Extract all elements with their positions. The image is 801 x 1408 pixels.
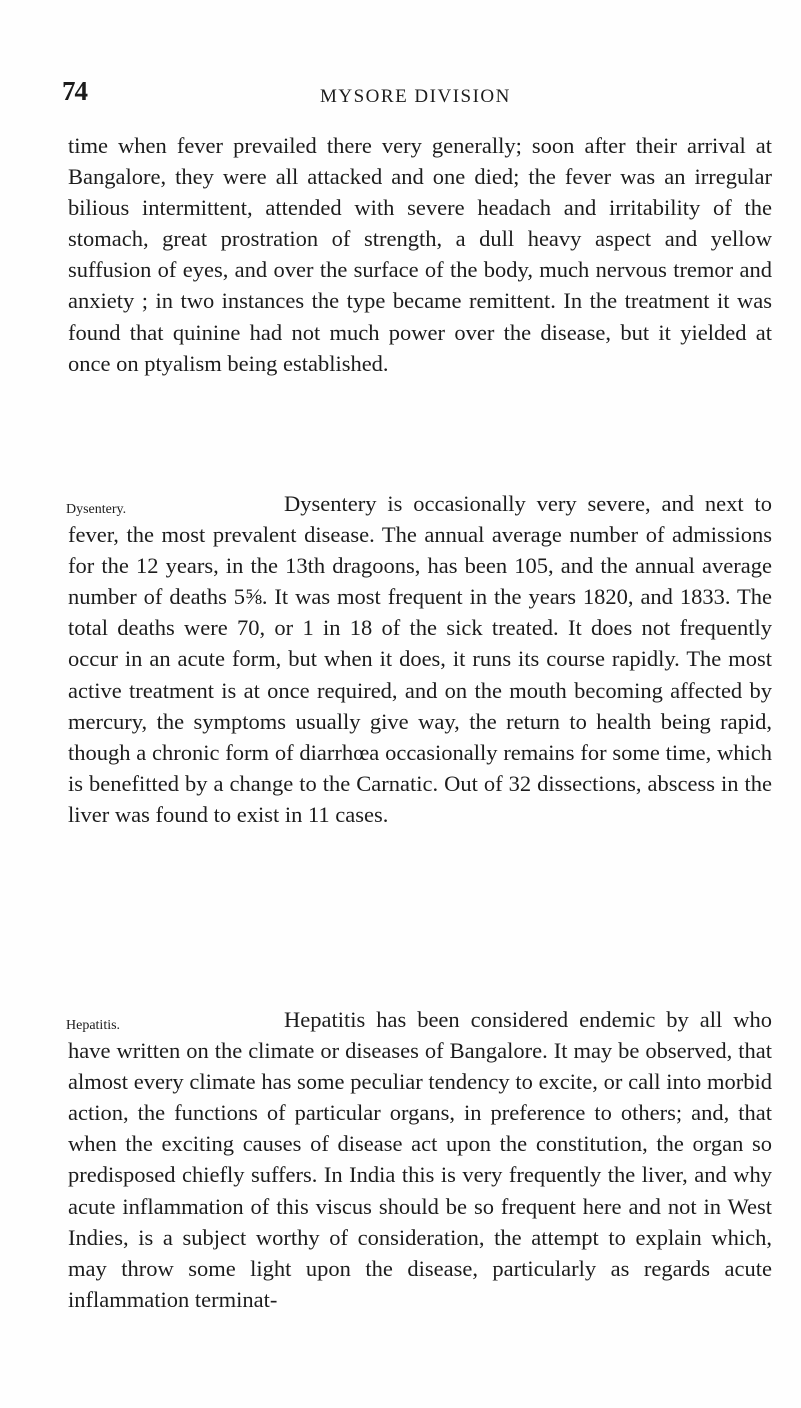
- paragraph-fever: [68, 130, 772, 379]
- sidenote-hepatitis: Hepatitis.: [66, 1018, 121, 1033]
- paragraph-text: time when fever prevailed there very generally; soon after their arrival at Bangalore, they were all attacked and one died; the fever was an irregular bilious intermittent, attended with severe headach and irritability of the stomach, great prostration of strength, a dull heavy aspect and yellow suffusion of eyes, and over the surface of the body, much nervous tremor and anxiety ; in two instances the type became remittent. In the treatment it was found that quinine had not much power over the disease, but it yielded at once on ptyalism being established.: [68, 133, 772, 376]
- page-header: [0, 76, 801, 116]
- paragraph-dysentery: [68, 488, 772, 830]
- paragraph-hepatitis: [68, 1004, 772, 1315]
- paragraph-text: Hepatitis has been considered endemic by all who have written on the climate or diseases of Bangalore. It may be observed, that almost every climate has some peculiar tendency to excite, or call into morbid action, the functions of particular organs, in preference to others; and, that when the exciting causes of disease act upon the constitution, the organ so predisposed chiefly suffers. In India this is very frequently the liver, and why acute inflammation of this viscus should be so frequent here and not in West Indies, is a subject worthy of consideration, the attempt to explain which, may throw some light upon the disease, particularly as regards acute inflammation terminat-: [68, 1007, 772, 1312]
- paragraph-text: Dysentery is occasionally very severe, and next to fever, the most prevalent disease. The annual average number of admissions for the 12 years, in the 13th dragoons, has been 105, and the annual average number of deaths 5⅝. It was most frequent in the years 1820, and 1833. The total deaths were 70, or 1 in 18 of the sick treated. It does not frequently occur in an acute form, but when it does, it runs its course rapidly. The most active treatment is at once required, and on the mouth becoming affected by mercury, the symptoms usually give way, the return to health being rapid, though a chronic form of diarrhœa occasionally remains for some time, which is benefitted by a change to the Carnatic. Out of 32 dissections, abscess in the liver was found to exist in 11 cases.: [68, 491, 772, 827]
- sidenote-dysentery: Dysentery.: [66, 502, 127, 517]
- page-number: 74: [62, 76, 87, 106]
- running-head: MYSORE DIVISION: [320, 86, 511, 107]
